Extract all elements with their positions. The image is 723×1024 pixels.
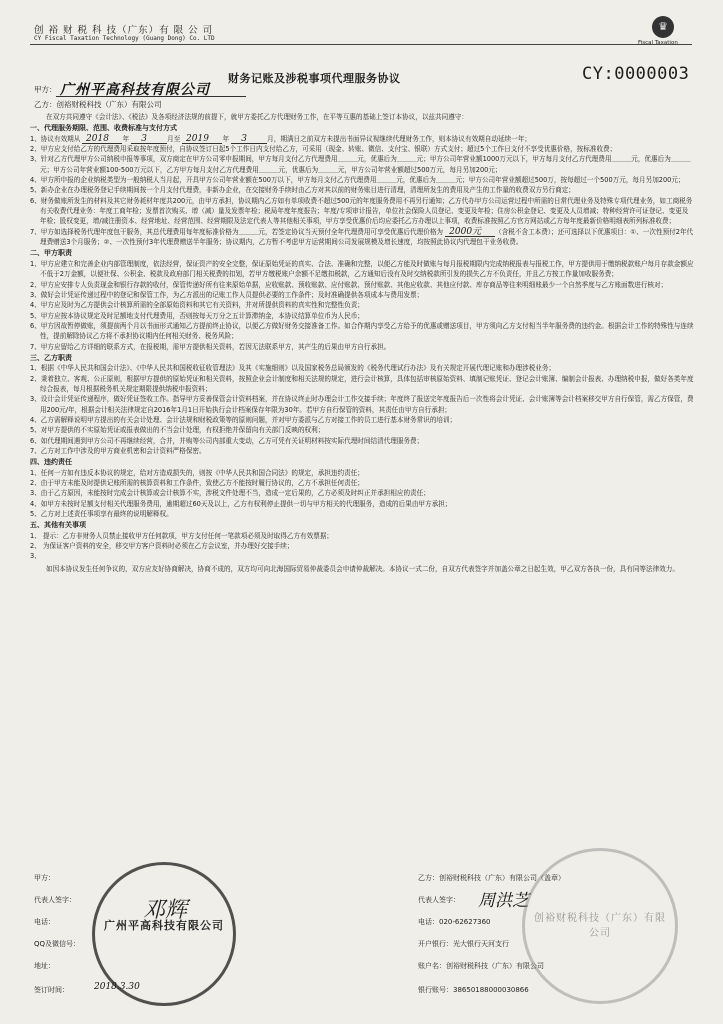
clause-5-3: 3、 bbox=[30, 552, 41, 561]
clause-4-3: 3、由于乙方原因，未能按时完成会计核算或会计核算不实，涉税文件处理不当，造成一定后果的，乙方必须及时纠正并承担相应的责任； bbox=[30, 489, 430, 498]
intro-paragraph: 在双方共同遵守《会计法》、《税法》及各项经济法规的前提下，就甲方委托乙方代理财务工作，在平等互惠的基础上签订本协议，以兹共同遵守： bbox=[46, 113, 468, 121]
text-year-2: 年 bbox=[222, 134, 230, 143]
party-b-company-seal bbox=[522, 848, 678, 1004]
section-1-heading: 一、代理服务期限、范围、收费标准与支付方式 bbox=[30, 124, 177, 133]
end-year: 2019 bbox=[182, 135, 222, 144]
clause-1-7-tail: （含税不含工本费）；还可选择以下优惠项目：①、一次性预付2年代理费赠送3个月服务；②、一次性预付3年代理费赠送半年服务；协议期内，乙方暂不考虑甲方运营期间公司发展规模及增长速度，均按照此协议内代理包干业务收费。 bbox=[40, 227, 694, 247]
party-a-rep-signature: 邓辉 bbox=[142, 898, 187, 923]
clause-3-5: 5、对甲方提供的不实原始凭证或报表做出的不当会计处理，有权拒绝并保留向有关部门反映的权利； bbox=[30, 426, 325, 435]
sig-b-party: 乙方：创裕财税科技（广东）有限公司（盖章） bbox=[418, 874, 565, 882]
section-5-heading: 五、其他有关事项 bbox=[30, 521, 86, 530]
logo-caption: Fiscal Taxation bbox=[638, 40, 678, 46]
clause-2-5: 5、甲方应按本协议规定及时足额地支付代理费用，否则按每天万分之五计算滞纳金，本协议结算单位币为人民币； bbox=[30, 311, 364, 320]
party-a-seal-text: 广州平高科技有限公司 bbox=[104, 919, 224, 932]
sig-a-phone: 电话： bbox=[34, 918, 55, 926]
clause-1-6: 6、财务做账所发生的材料及其它财务耗材年度共200元，由甲方承担，协议期内乙方如有单项收费不超过500元的年度服务费用不再另行通知；乙方代办甲方公司运营过程中所需的日常代理业务及特殊专项代理业务，如工商税务有关收费代理业务：年度工商年检；发票首次购买、增（减）量及发票年检；税局年度年度报告；年度/专项审计报告，单位社会保险人员登记、变更及年检；住房公积金登记、变更及人员增减；特种经营许可证登记、变更及年检；股权变更，增/减注册资本、经营地址、经营范围、经营期限及法定代表人等其他相关事项，甲方享受优惠价后均应委托乙方办理以上事项，收费标准按照乙方官方网站或乙方每年度最新价格明细表所列标准收费； bbox=[30, 196, 693, 226]
clause-4-4: 4、如甲方未按时足额支付相关代理服务费用，逾期超过60天及以上，乙方有权利停止提供一切与甲方相关的代理服务，造成的后果由甲方承担； bbox=[30, 499, 452, 508]
sig-b-bank: 开户银行：光大银行天河支行 bbox=[418, 940, 509, 948]
closing-paragraph: 如因本协议发生任何争议的，双方应友好协商解决，协商不成的，双方均可向北海国际贸易仲裁委员会申请仲裁解决。本协议一式二份，自双方代表签字并加盖公章之日起生效，甲乙双方各执一份，具有同等法律效力。 bbox=[46, 564, 679, 573]
clause-1-5: 5、新办企业在办理税务登记手续期间按一个月支付代理费，非新办企业，在交接财务手续时由乙方对其以前的财务账目进行清理，清理所发生的费用及产生的工作量的收费双方另行商定； bbox=[30, 186, 575, 195]
clause-2-4: 4、甲方应及时为乙方提供会计核算所需的全部原始资料和其它有关资料，并对所提供资料的真实性和完整性负责； bbox=[30, 301, 364, 310]
clause-1-1-tail: 月，期满日之前双方未提出书面异议视继续代理财务工作，则本协议有效期自动延续一年； bbox=[267, 134, 531, 143]
party-a-name-handwritten: 广州平高科技有限公司 bbox=[60, 82, 210, 98]
sig-a-address: 地址： bbox=[34, 962, 55, 970]
clause-1-7-lead: 7、甲方如选择税务代理年度包干服务，其总代理费用每年度标准价格为＿＿＿元，若签定协议当天预付全年代理费用可享受优惠后代理价格为 bbox=[30, 227, 444, 236]
sig-a-date-label: 签订时间： bbox=[34, 986, 69, 994]
sig-a-party: 甲方： bbox=[34, 874, 55, 882]
party-a-company-seal bbox=[92, 862, 236, 1006]
clause-4-1: 1、任何一方如有违反本协议的规定，给对方造成损失的，则按《中华人民共和国合同法》的规定，承担违约责任； bbox=[30, 468, 364, 477]
clause-1-7 bbox=[30, 227, 694, 248]
sig-b-rep-signature: 周洪芝 bbox=[478, 891, 529, 911]
sig-a-date-value: 2018.3.30 bbox=[94, 982, 140, 992]
text-year: 年 bbox=[122, 134, 130, 143]
clause-1-1 bbox=[30, 134, 694, 144]
clause-4-2: 2、由于甲方未能及时提供记账所需的核算资料和工作条件，致使乙方不能按时履行协议的，乙方不承担任何责任； bbox=[30, 479, 364, 488]
clause-5-1: 1、 提示：乙方非财务人员禁止接收甲方任何款项，甲方支付任何一笔款项必须及时取得乙方有效票据； bbox=[30, 531, 334, 540]
section-4-heading: 四、违约责任 bbox=[30, 458, 72, 467]
clause-1-3: 3、针对乙方代理甲方公司纳税申报等事项，双方商定在甲方公司零申报期间，甲方每月支付乙方代理费用＿＿＿元，优惠后为＿＿＿元；甲方公司年营业额1000万元以下，甲方每月支付乙方代理费用＿＿＿元，优惠后为＿＿＿元；甲方公司年营业额100-500万元以下，乙方甲方每月支付乙方代理费用＿＿＿元，优惠后为＿＿＿元，甲方公司年营业额超过500万元，每月另加200元； bbox=[30, 155, 691, 174]
party-a-underline bbox=[56, 96, 246, 97]
start-year: 2018 bbox=[82, 135, 122, 144]
clause-2-6: 6、甲方因故暂停做账，须提前两个月以书面形式通知乙方提前终止协议，以便乙方做好财务交接准备工作。如合作期内享受乙方给予的优惠或赠送项目，甲方须向乙方支付相当半年服务费的违约金。根据会计工作的特殊性与连续性，提前解除协议乙方将不承担协议期内任何相关财务、税务风险； bbox=[30, 321, 694, 341]
clause-3-4: 4、乙方需解释说明甲方提出的有关会计处理、会计法规和财税政策等的原则问题，并对甲方委派与乙方对接工作的员工进行基本财务常识的培训； bbox=[30, 415, 457, 424]
sig-b-phone: 电话：020-62627360 bbox=[418, 918, 491, 926]
header-company-en: CY Fiscal Taxation Technology (Guang Dong) Co. LTD bbox=[34, 35, 215, 42]
clause-2-1: 1、甲方应建立和完善企业内部管理制度，依法经营，保证资产的安全完整，保证原始凭证的真实、合法、准确和完整，以便乙方能及时做账与每月报税期限内完成纳税报表与报税工作，甲方提供用于缴纳税款账户每月存款金额应不低于2万金额，以便社保、公积金、税款及政府部门相关税费的扣划，若甲方缴税账户余额不足缴扣税款，乙方通知后没有及时交纳税款所引发的损失乙方不负责任，并且乙方按工作量加收服务费； bbox=[30, 259, 694, 279]
package-price: 2000元 bbox=[445, 228, 495, 237]
sig-b-rep: 代表人签字： bbox=[418, 896, 460, 904]
clause-1-4: 4、甲方所申报的企业纳税类型为一般纳税人当月起，开具甲方公司年营业额在500万以下，甲方每月支付乙方代理费用＿＿＿元，优惠后为＿＿＿元；甲方公司年营业额超过500万，按每超过一个500万元，每月另加200元； bbox=[30, 176, 685, 185]
document-title: 财务记账及涉税事项代理服务协议 bbox=[228, 72, 401, 85]
sig-a-qq: QQ及微信号： bbox=[34, 940, 81, 948]
header-divider bbox=[30, 44, 692, 45]
end-month: 3 bbox=[231, 135, 267, 144]
clause-3-3: 3、设计会计凭证传递程序，做好凭证签收工作。指导甲方妥善保管会计资料档案，并在协议终止时办理会计工作交接手续；年度终了报送完年度报告后一次性将会计凭证、会计账簿等会计档案移交甲方自行保管，需乙方保管，费用200元/年，根据会计相关法律规定自2016年1月1日开始执行会计档案保存年限为30年。若甲方自行保管的资料，其责任由甲方自行承担； bbox=[30, 395, 694, 414]
agreement-body bbox=[30, 112, 694, 574]
clause-2-3: 3、做好会计凭证传递过程中的登记和保管工作，为乙方派出的记账工作人员提供必要的工作条件；及时准确提供各项成本与费用发票； bbox=[30, 290, 424, 299]
section-3-heading: 三、乙方职责 bbox=[30, 353, 72, 362]
start-month: 3 bbox=[131, 135, 167, 144]
section-2-heading: 二、甲方职责 bbox=[30, 249, 72, 258]
clause-2-2: 2、甲方应安排专人负责现金和银行存款的收付，保管传递好所有往来原始单据，应收账款、预收账款、应付账款、预付账款、其他应收款、其他应付款、库存商品等往来明细账最少一个自然季度与乙方账面数进行核对； bbox=[30, 280, 668, 289]
clause-1-1-lead: 1、协议有效期从 bbox=[30, 134, 81, 143]
party-b-label: 乙方：创裕财税科技（广东）有限公司 bbox=[34, 100, 162, 109]
header-company-cn: 创 裕 财 税 科 技（广东）有 限 公 司 bbox=[34, 25, 214, 36]
party-b-seal-text: 创裕财税科技（广东）有限公司 bbox=[534, 913, 666, 939]
clause-2-7: 7、甲方应留给乙方详细的联系方式，在报税期，需甲方提供相关资料，若因无法联系甲方，其产生的后果由甲方自行承担。 bbox=[30, 342, 391, 351]
clause-3-1: 1、根据《中华人民共和国会计法》、《中华人民共和国税收征收管理法》及其《实施细则》以及国家税务总局颁发的《税务代理试行办法》及有关规定开展代理记账和办理涉税业务； bbox=[30, 364, 556, 373]
clause-5-2: 2、 为保证客户资料的安全，移交甲方客户资料时必须在乙方会议室，并办理好交接手续； bbox=[30, 542, 294, 551]
text-month-to: 月至 bbox=[167, 134, 181, 143]
sig-b-account-number: 银行账号：38650188000030866 bbox=[418, 986, 529, 994]
clause-3-6: 6、如代理期间遇到甲方公司不再继续经营，合并，并购等公司内部重大变动，乙方可凭有关证明材料按实际代理时间结清代理服务费； bbox=[30, 436, 424, 445]
party-a-label: 甲方： bbox=[34, 85, 57, 94]
clause-3-7: 7、乙方对工作中涉及的甲方商业机密和会计资料严格保密。 bbox=[30, 447, 206, 455]
document-number: CY:0000003 bbox=[582, 64, 690, 84]
clause-3-2: 2、秉着独立、客观、公正原则，根据甲方提供的原始凭证和相关资料，按照企业会计制度和相关法规的规定，进行会计核算，具体包括审核原始资料、填制记账凭证、登记会计账簿、编制会计报表、办理纳税申报，做好各类年度综合报表，每月根据税务机关规定期限提供纳税申报资料； bbox=[30, 374, 694, 393]
clause-1-2: 2、甲方应支付给乙方的代理费用采取按年度预付，自协议签订日起5个工作日内支付给乙方，可采用（现金、转账、微信、支付宝、银联）方式支付；超过5个工作日支付不享受优惠价格，按标准收费； bbox=[30, 145, 617, 154]
sig-b-account-name: 账户名：创裕财税科技（广东）有限公司 bbox=[418, 962, 544, 970]
sig-a-rep: 代表人签字： bbox=[34, 896, 76, 904]
clause-4-5: 5、乙方对上述责任事项享有最终的说明解释权。 bbox=[30, 510, 173, 519]
company-logo-icon: ♛ bbox=[652, 16, 674, 38]
